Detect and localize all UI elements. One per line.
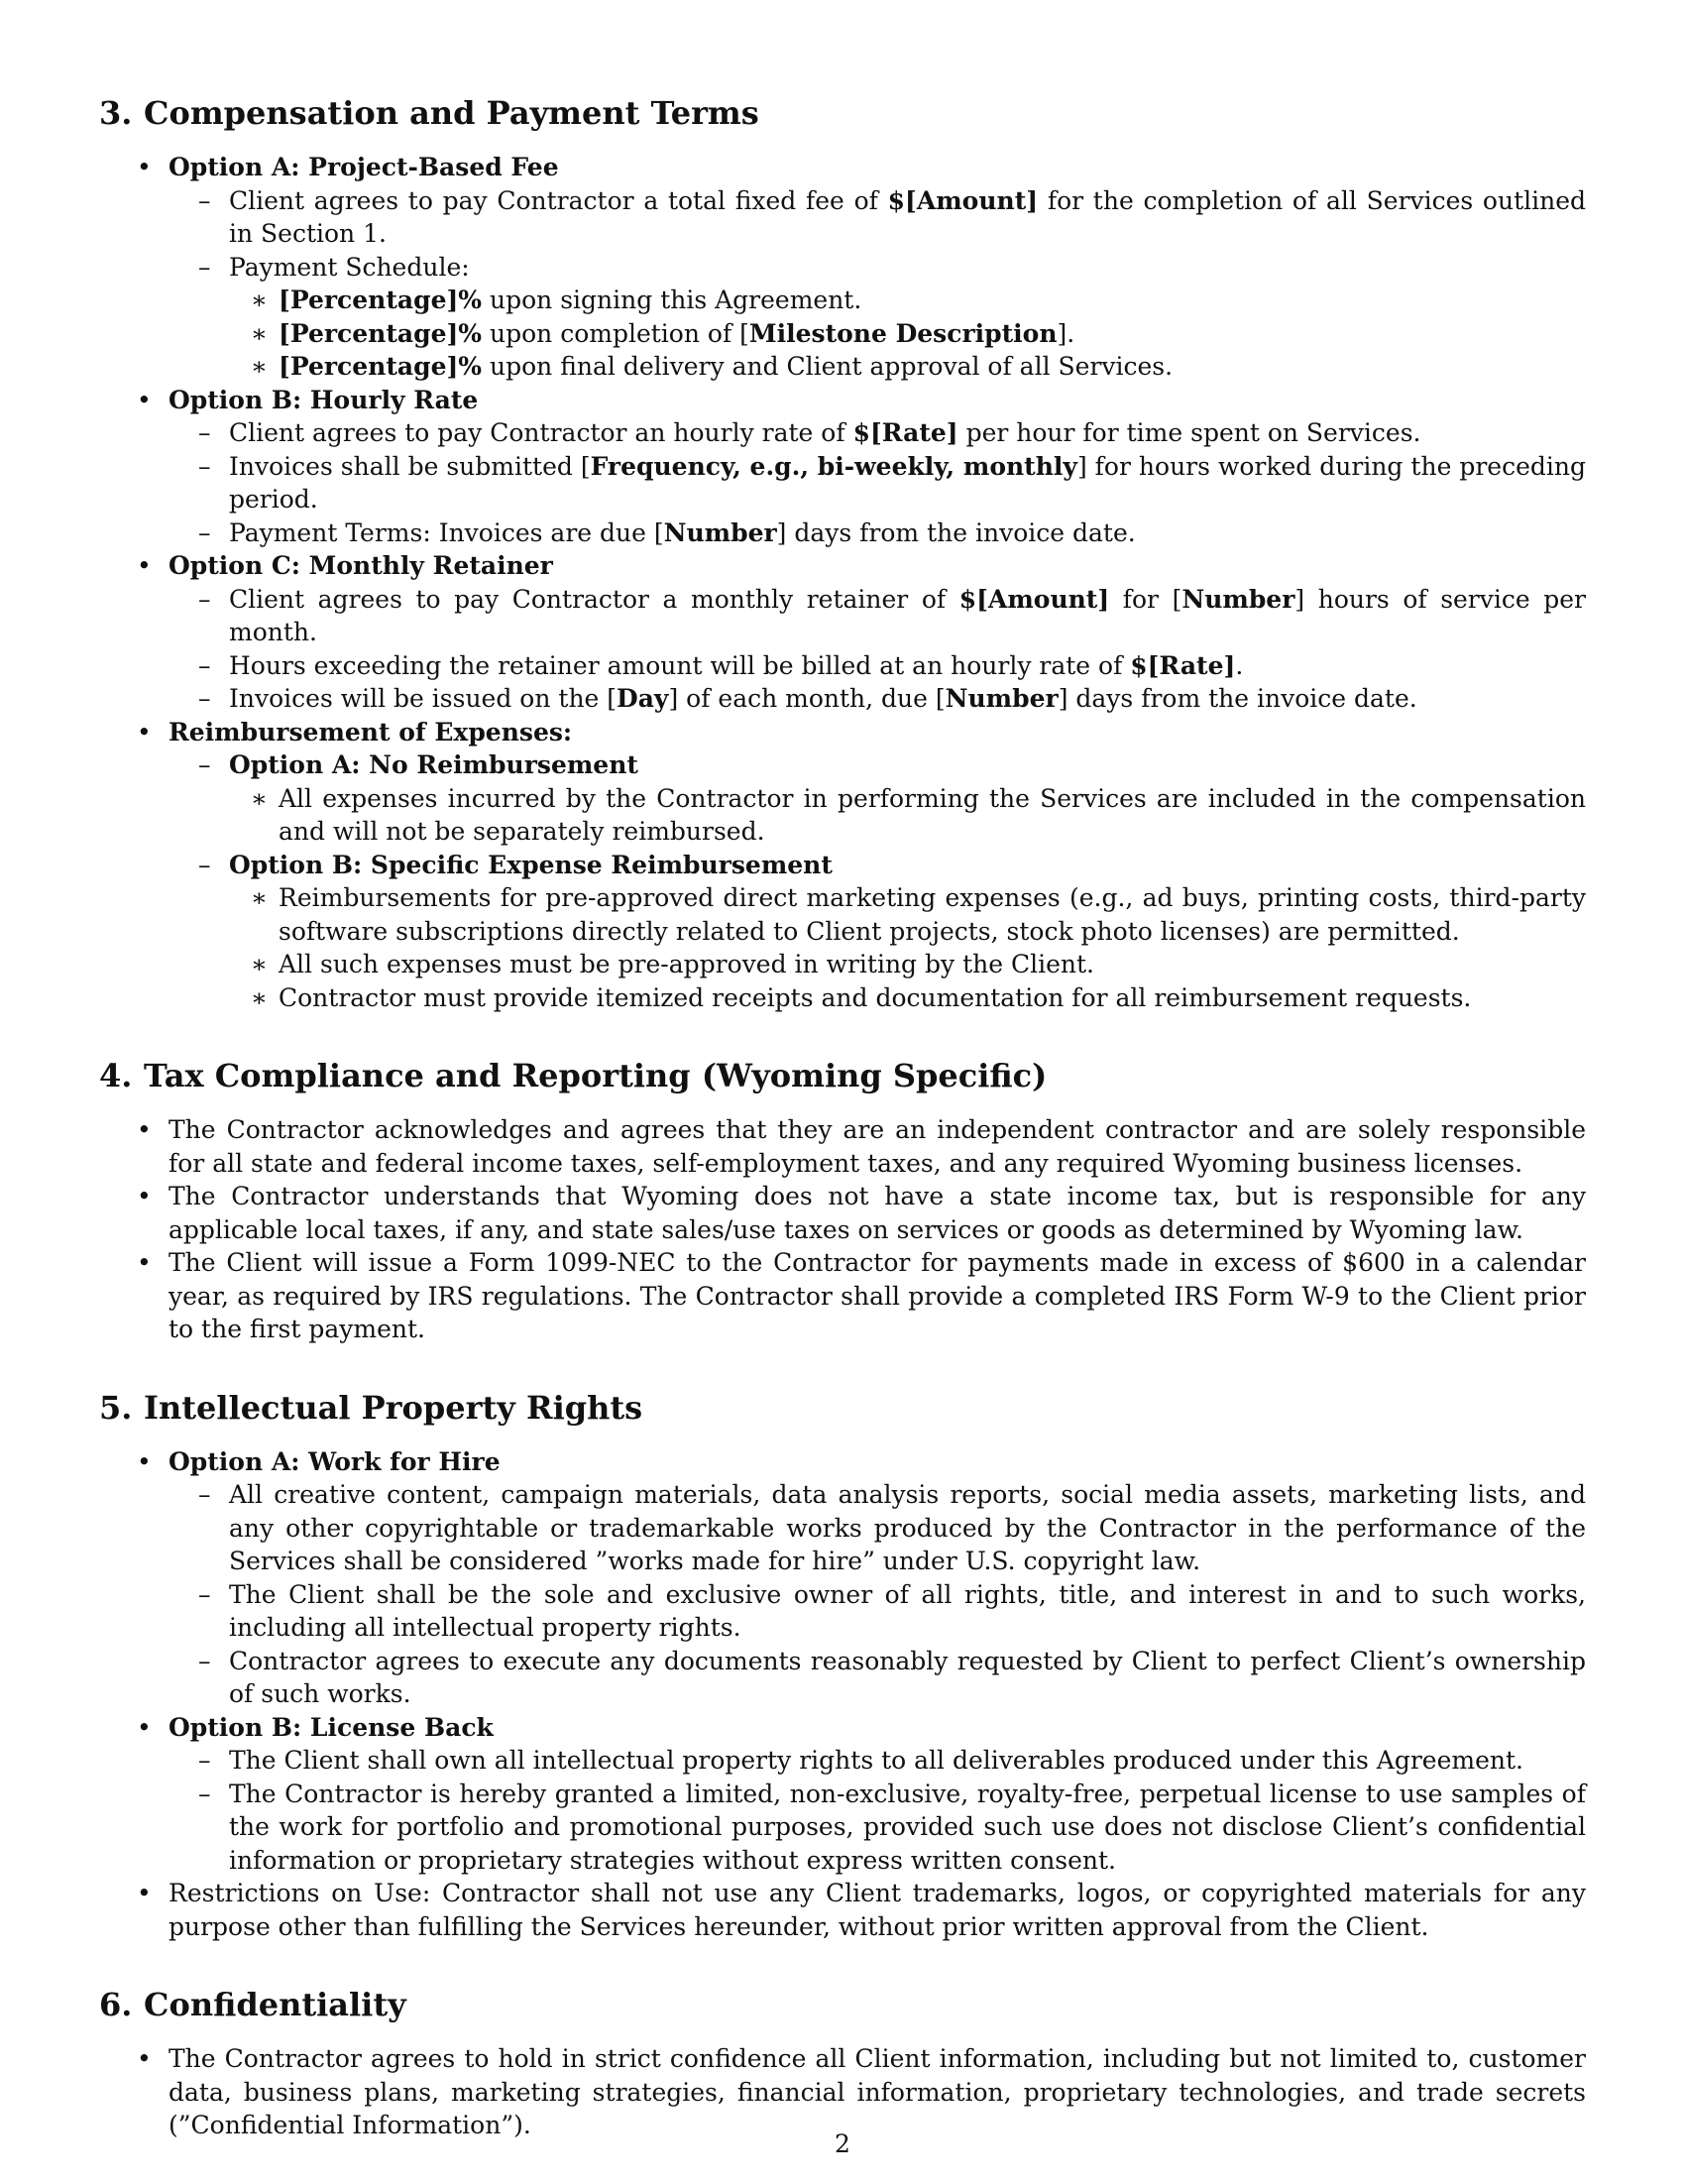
option-heading: Option C: Monthly Retainer: [168, 551, 553, 580]
list-item: – Invoices will be issued on the [Day] of each month, due [Number] days from the invoice date.: [168, 682, 1586, 716]
list-item: – Payment Schedule: ∗ [Percentage]% upon signing this Agreement. ∗ [Percentage]% upon completion of [Milestone Description]. ∗ [Percentage]% upon final delivery and Client approval of all Services.: [168, 251, 1586, 384]
option-b-hourly-rate: [99, 384, 1586, 550]
list-item: • The Contractor understands that Wyoming does not have a state income tax, but is responsible for any applicable local taxes, if any, and state sales/use taxes on services or goods as determined by Wyoming law.: [99, 1180, 1586, 1246]
list-item: – The Client shall be the sole and exclusive owner of all rights, title, and interest in and to such works, including all intellectual property rights.: [168, 1578, 1586, 1645]
section-heading: 3. Compensation and Payment Terms: [99, 94, 759, 132]
list-item: – Client agrees to pay Contractor a total fixed fee of $[Amount] for the completion of all Services outlined in Section 1.: [168, 184, 1586, 251]
reimbursement-of-expenses: [99, 716, 1586, 1015]
option-a-project-fee: [99, 151, 1586, 384]
option-heading: Option B: License Back: [168, 1712, 494, 1742]
list-item: ∗ All such expenses must be pre-approved in writing by the Client.: [229, 948, 1586, 981]
list-item: ∗ [Percentage]% upon final delivery and Client approval of all Services.: [229, 350, 1586, 384]
option-heading: Option A: Project-Based Fee: [168, 153, 559, 181]
page-number: 2: [835, 2129, 850, 2158]
list-item: • The Client will issue a Form 1099-NEC to the Contractor for payments made in excess of $600 in a calendar year, as required by IRS regulations. The Contractor shall provide a completed IRS Form W-9 to the Client prior to the first payment.: [99, 1246, 1586, 1346]
section-tax-compliance: [99, 1056, 1586, 1346]
list-item: ∗ [Percentage]% upon signing this Agreement.: [229, 284, 1586, 317]
list-item: – The Client shall own all intellectual property rights to all deliverables produced under this Agreement.: [168, 1744, 1586, 1778]
list-item: – The Contractor is hereby granted a limited, non-exclusive, royalty-free, perpetual license to use samples of the work for portfolio and promotional purposes, provided such use does not disclose Client’s confidential information or proprietary strategies without express written consent.: [168, 1778, 1586, 1878]
list-item: – Option B: Specific Expense Reimbursement ∗ Reimbursements for pre-approved direct marketing expenses (e.g., ad buys, printing costs, third-party software subscriptions directly related to Client projects, stock photo licenses) are permitted. ∗ All such expenses must be pre-approved in writing by the Client. ∗ Contractor must provide itemized receipts and documentation for all reimbursement requests.: [168, 849, 1586, 1015]
option-heading: Reimbursement of Expenses:: [168, 717, 573, 747]
list-item: – Invoices shall be submitted [Frequency, e.g., bi-weekly, monthly] for hours worked during the preceding period.: [168, 450, 1586, 517]
list-item: • Restrictions on Use: Contractor shall not use any Client trademarks, logos, or copyrighted materials for any purpose other than fulfilling the Services hereunder, without prior written approval from the Client.: [99, 1877, 1586, 1943]
option-a-work-for-hire: [99, 1445, 1586, 1711]
option-heading: Option B: Hourly Rate: [168, 385, 479, 414]
option-heading: Option A: Work for Hire: [168, 1446, 501, 1476]
section-heading: 6. Confidentiality: [99, 1986, 406, 2023]
list-item: – Contractor agrees to execute any documents reasonably requested by Client to perfect Client’s ownership of such works.: [168, 1645, 1586, 1711]
document-body: [99, 93, 1586, 2184]
section-heading: 5. Intellectual Property Rights: [99, 1388, 643, 1427]
list-item: – Option A: No Reimbursement ∗ All expenses incurred by the Contractor in performing the Services are included in the compensation and will not be separately reimbursed.: [168, 748, 1586, 849]
section-heading: 4. Tax Compliance and Reporting (Wyoming Specific): [99, 1057, 1048, 1094]
list-item: – Payment Terms: Invoices are due [Number] days from the invoice date.: [168, 517, 1586, 550]
section-confidentiality: [99, 1985, 1586, 2142]
list-item: ∗ Reimbursements for pre-approved direct marketing expenses (e.g., ad buys, printing costs, third-party software subscriptions directly related to Client projects, stock photo licenses) are permitted.: [229, 881, 1586, 948]
list-item: – All creative content, campaign materials, data analysis reports, social media assets, marketing lists, and any other copyrightable or trademarkable works produced by the Contractor in the performance of the Services shall be considered ”works made for hire” under U.S. copyright law.: [168, 1478, 1586, 1578]
list-item: – Client agrees to pay Contractor a monthly retainer of $[Amount] for [Number] hours of service per month.: [168, 583, 1586, 649]
list-item: ∗ All expenses incurred by the Contractor in performing the Services are included in the compensation and will not be separately reimbursed.: [229, 782, 1586, 849]
list-item: • The Contractor acknowledges and agrees that they are an independent contractor and are solely responsible for all state and federal income taxes, self-employment taxes, and any required Wyoming business licenses.: [99, 1113, 1586, 1180]
option-b-license-back: [99, 1711, 1586, 1878]
list-item: – Client agrees to pay Contractor an hourly rate of $[Rate] per hour for time spent on Services.: [168, 416, 1586, 450]
list-item: • The Contractor agrees to hold in strict confidence all Client information, including but not limited to, customer data, business plans, marketing strategies, financial information, proprietary technologies, and trade secrets (”Confidential Information”).: [99, 2042, 1586, 2142]
section-compensation: [99, 93, 1586, 1014]
section-intellectual-property: [99, 1388, 1586, 1944]
list-item: – Hours exceeding the retainer amount will be billed at an hourly rate of $[Rate].: [168, 649, 1586, 683]
list-item: ∗ [Percentage]% upon completion of [Milestone Description].: [229, 317, 1586, 351]
list-item: ∗ Contractor must provide itemized receipts and documentation for all reimbursement requests.: [229, 981, 1586, 1015]
option-c-monthly-retainer: [99, 549, 1586, 716]
